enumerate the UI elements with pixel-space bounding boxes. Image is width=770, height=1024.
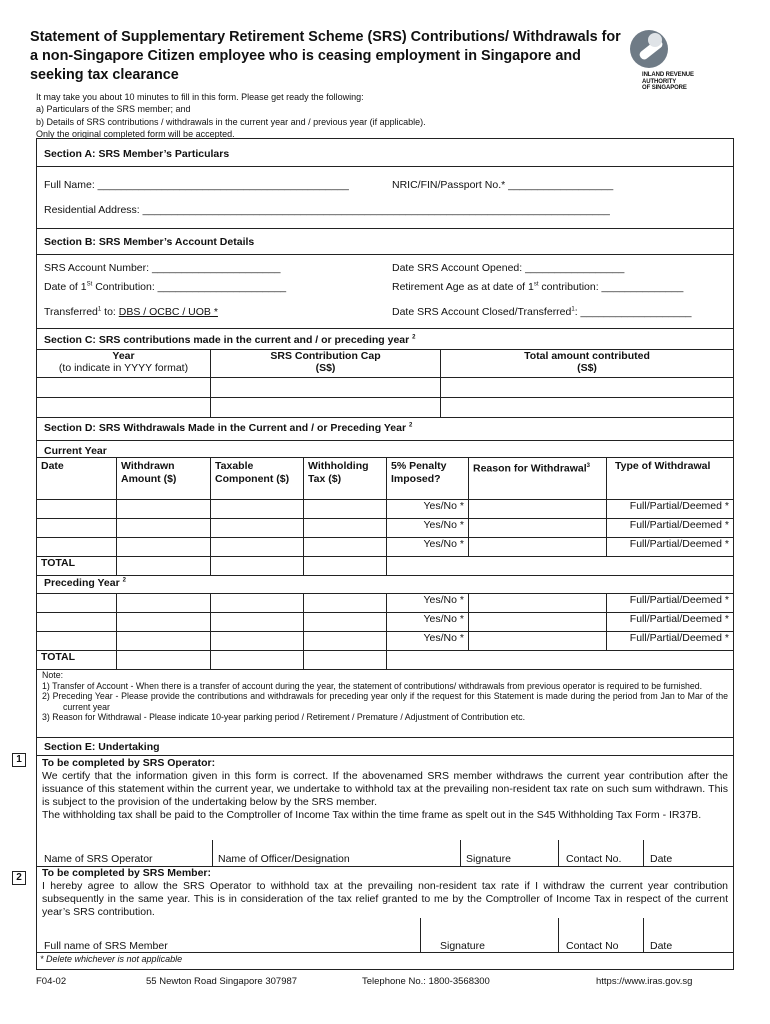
divider — [36, 328, 734, 329]
withdrawals-preceding-table — [36, 593, 734, 670]
iras-logo — [628, 30, 738, 100]
total-row — [37, 557, 734, 576]
label-text: contribution: ______________ — [538, 281, 684, 293]
part-title: To be completed by SRS Member: — [42, 867, 211, 879]
divider — [643, 840, 644, 866]
label-text: Date of 1 — [44, 281, 87, 293]
label-text: : ___________________ — [574, 306, 692, 318]
cell-input[interactable] — [117, 538, 211, 557]
header-text: SRS Contribution Cap — [270, 350, 381, 362]
penalty-select[interactable]: Yes/No * — [387, 538, 469, 557]
cell-input[interactable] — [37, 538, 117, 557]
col-type: Type of Withdrawal — [607, 458, 734, 500]
divider — [460, 840, 461, 866]
member-date-label: Date — [650, 940, 673, 952]
note-item: 3) Reason for Withdrawal - Please indicate 10-year parking period / Retirement / Premature / Adjustment of Contribution etc. — [42, 712, 526, 723]
divider — [212, 840, 213, 866]
superscript: 2 — [412, 334, 416, 341]
penalty-select[interactable]: Yes/No * — [387, 519, 469, 538]
cell-input[interactable] — [117, 632, 211, 651]
table-row — [37, 378, 734, 398]
header-sub: (to indicate in YYYY format) — [58, 362, 189, 374]
label-text: Date SRS Account Closed/Transferred — [392, 306, 572, 318]
cell-input[interactable] — [469, 538, 607, 557]
cell-input[interactable] — [304, 538, 387, 557]
intro-text — [36, 91, 426, 140]
part-number-1: 1 — [12, 753, 26, 767]
table-header-row — [37, 350, 734, 378]
notes-label: Note: — [42, 670, 64, 680]
cell-empty — [387, 651, 734, 670]
heading-text: Section D: SRS Withdrawals Made in the Current and / or Preceding Year — [44, 422, 407, 434]
header-text: Year — [112, 350, 135, 362]
cell-input[interactable] — [211, 500, 304, 519]
label-text: Contribution: ______________________ — [92, 281, 287, 293]
superscript: 1 — [571, 306, 575, 313]
table-row — [37, 519, 734, 538]
superscript: 3 — [586, 463, 591, 469]
header-text: Reason for Withdrawal — [473, 462, 587, 475]
cell-input[interactable] — [117, 557, 211, 576]
intro-line: a) Particulars of the SRS member; and — [36, 104, 191, 115]
cell-input[interactable] — [117, 594, 211, 613]
total-label: TOTAL — [37, 651, 117, 670]
part-text: We certify that the information given in this form is correct. If the abovenamed SRS member withdraws the current year contribution after the issuance of this statement within the current year, we undertake to withhold tax at the prevailing non-resident tax rate on such sum withdrawn. This is subject to the provision of the undertaking below by the SRS member. — [42, 770, 728, 808]
member-signature-label: Signature — [440, 940, 485, 952]
iras-logo-text: INLAND REVENUE AUTHORITY OF SINGAPORE — [642, 72, 694, 91]
section-e-heading: Section E: Undertaking — [44, 741, 160, 753]
divider — [558, 840, 559, 866]
part-number-2: 2 — [12, 871, 26, 885]
retirement-age-field[interactable] — [392, 281, 683, 293]
cell-input[interactable] — [37, 613, 117, 632]
intro-line: b) Details of SRS contributions / withdrawals in the current year and / previous year (if applicable). — [36, 116, 426, 127]
col-cap — [211, 350, 441, 378]
first-contribution-date-field[interactable] — [44, 281, 286, 293]
cell-empty — [387, 557, 734, 576]
col-withdrawn: Withdrawn Amount ($) — [117, 458, 211, 500]
cell-input[interactable] — [117, 519, 211, 538]
superscript: 2 — [408, 422, 413, 429]
cell-input[interactable] — [211, 519, 304, 538]
address-field[interactable]: Residential Address: ________________________________________________________________________________ — [44, 204, 610, 216]
preceding-year-label — [44, 577, 126, 589]
divider — [36, 737, 734, 738]
current-year-label: Current Year — [44, 445, 107, 457]
table-row — [37, 538, 734, 557]
label-text: Preceding Year — [44, 577, 120, 589]
table-row — [37, 500, 734, 519]
table-row — [37, 594, 734, 613]
type-select[interactable]: Full/Partial/Deemed * — [607, 519, 734, 538]
cell-input[interactable] — [304, 594, 387, 613]
cell-input[interactable] — [37, 519, 117, 538]
cell-input[interactable] — [441, 378, 734, 398]
account-number-field[interactable]: SRS Account Number: ______________________ — [44, 262, 281, 274]
header-sub: (S$) — [315, 362, 336, 374]
date-opened-field[interactable]: Date SRS Account Opened: _________________ — [392, 262, 625, 274]
divider — [36, 952, 734, 953]
footer-website[interactable]: https://www.iras.gov.sg — [596, 976, 693, 987]
col-taxable: Taxable Component ($) — [211, 458, 304, 500]
operator-date-label: Date — [650, 853, 673, 865]
col-date: Date — [37, 458, 117, 500]
label-text: to: — [101, 306, 119, 318]
nric-field[interactable]: NRIC/FIN/Passport No.* __________________ — [392, 179, 614, 191]
contributions-table — [36, 349, 734, 418]
cell-input[interactable] — [211, 651, 304, 670]
cell-input[interactable] — [211, 557, 304, 576]
col-year — [37, 350, 211, 378]
part-text: I hereby agree to allow the SRS Operator to withhold tax at the prevailing non-resident tax rate if I withdraw the current year contribution subsequently in the same year. This is in consideration of the tax relief granted to me by the Comptroller of Income Tax in respect of the current year’s SRS contribution. — [42, 880, 728, 918]
table-row — [37, 398, 734, 418]
cell-input[interactable] — [469, 519, 607, 538]
type-select[interactable]: Full/Partial/Deemed * — [607, 500, 734, 519]
notes-block — [42, 670, 728, 723]
penalty-select[interactable]: Yes/No * — [387, 632, 469, 651]
type-select[interactable]: Full/Partial/Deemed * — [607, 613, 734, 632]
cell-input[interactable] — [211, 398, 441, 418]
table-header-row — [37, 458, 734, 500]
note-item: 2) Preceding Year - Please provide the contributions and withdrawals for preceding year only if the request for this Statement is made during the period from Jan to Mar of the current year — [42, 691, 728, 712]
member-name-label: Full name of SRS Member — [44, 940, 168, 952]
cell-input[interactable] — [37, 378, 211, 398]
operator-contact-label: Contact No. — [566, 853, 622, 865]
cell-input[interactable] — [441, 398, 734, 418]
cell-input[interactable] — [117, 500, 211, 519]
cell-input[interactable] — [37, 632, 117, 651]
member-contact-label: Contact No — [566, 940, 619, 952]
section-d-heading — [44, 422, 412, 434]
cell-input[interactable] — [37, 500, 117, 519]
total-row — [37, 651, 734, 670]
header-text: Total amount contributed — [524, 350, 650, 362]
officer-designation-label: Name of Officer/Designation — [218, 853, 350, 865]
cell-input[interactable] — [117, 613, 211, 632]
member-undertaking — [42, 867, 728, 919]
cell-input[interactable] — [304, 613, 387, 632]
delete-note: * Delete whichever is not applicable — [40, 954, 183, 964]
divider — [643, 918, 644, 952]
withdrawals-current-table — [36, 457, 734, 576]
operator-undertaking — [42, 757, 728, 822]
cell-input[interactable] — [37, 398, 211, 418]
cell-input[interactable] — [211, 613, 304, 632]
cell-input[interactable] — [304, 651, 387, 670]
date-closed-field[interactable] — [392, 306, 692, 318]
footer-address: 55 Newton Road Singapore 307987 — [146, 976, 298, 987]
total-label: TOTAL — [37, 557, 117, 576]
divider — [36, 440, 734, 441]
cell-input[interactable] — [211, 594, 304, 613]
divider — [36, 166, 734, 167]
part-title: To be completed by SRS Operator: — [42, 757, 216, 769]
iras-emblem-icon — [630, 30, 668, 68]
cell-input[interactable] — [469, 500, 607, 519]
label-text: Transferred — [44, 306, 98, 318]
form-number: F04-02 — [36, 976, 67, 987]
operator-signature-label: Signature — [466, 853, 511, 865]
transferred-to-field[interactable] — [44, 306, 218, 318]
table-row — [37, 632, 734, 651]
divider — [36, 755, 734, 756]
superscript: 2 — [122, 577, 126, 584]
col-withholding: Withholding Tax ($) — [304, 458, 387, 500]
cell-input[interactable] — [211, 378, 441, 398]
cell-input[interactable] — [469, 594, 607, 613]
col-total — [441, 350, 734, 378]
cell-input[interactable] — [469, 613, 607, 632]
divider — [36, 254, 734, 255]
intro-line: It may take you about 10 minutes to fill in this form. Please get ready the following: — [36, 92, 364, 102]
cell-input[interactable] — [304, 557, 387, 576]
section-b-heading: Section B: SRS Member’s Account Details — [44, 236, 255, 248]
section-a-heading: Section A: SRS Member’s Particulars — [44, 148, 230, 160]
bank-options[interactable]: DBS / OCBC / UOB * — [118, 306, 218, 318]
footer-telephone: Telephone No.: 1800-3568300 — [362, 976, 490, 987]
part-text: The withholding tax shall be paid to the Comptroller of Income Tax within the time frame as spelt out in the S45 Withholding Tax Form - IR37B. — [42, 809, 702, 821]
cell-input[interactable] — [304, 632, 387, 651]
table-row — [37, 613, 734, 632]
divider — [420, 918, 421, 952]
full-name-field[interactable]: Full Name: ___________________________________________ — [44, 179, 349, 191]
section-c-heading — [44, 334, 416, 346]
penalty-select[interactable]: Yes/No * — [387, 594, 469, 613]
label-text: Retirement Age as at date of 1 — [392, 281, 534, 293]
superscript: 1 — [97, 306, 102, 313]
type-select[interactable]: Full/Partial/Deemed * — [607, 594, 734, 613]
header-sub: (S$) — [577, 362, 597, 374]
cell-input[interactable] — [37, 594, 117, 613]
cell-input[interactable] — [211, 538, 304, 557]
note-item: 1) Transfer of Account - When there is a transfer of account during the year, the statement of contributions/ withdrawals from previous operator is required to be furnished. — [42, 680, 703, 691]
penalty-select[interactable]: Yes/No * — [387, 613, 469, 632]
cell-input[interactable] — [117, 651, 211, 670]
cell-input[interactable] — [304, 500, 387, 519]
superscript: St — [86, 281, 93, 288]
intro-line: Only the original completed form will be accepted. — [36, 128, 235, 139]
form-title: Statement of Supplementary Retirement Scheme (SRS) Contributions/ Withdrawals for a non-Singapore Citizen employee who is ceasing employment in Singapore and seeking tax clearance — [30, 29, 621, 83]
col-reason — [469, 458, 607, 500]
divider — [558, 918, 559, 952]
type-select[interactable]: Full/Partial/Deemed * — [607, 632, 734, 651]
cell-input[interactable] — [304, 519, 387, 538]
penalty-select[interactable]: Yes/No * — [387, 500, 469, 519]
cell-input[interactable] — [469, 632, 607, 651]
type-select[interactable]: Full/Partial/Deemed * — [607, 538, 734, 557]
divider — [36, 228, 734, 229]
col-penalty: 5% Penalty Imposed? — [387, 458, 469, 500]
operator-name-label: Name of SRS Operator — [44, 853, 153, 865]
superscript: st — [533, 281, 539, 288]
cell-input[interactable] — [211, 632, 304, 651]
heading-text: Section C: SRS contributions made in the current and / or preceding year — [44, 334, 410, 346]
